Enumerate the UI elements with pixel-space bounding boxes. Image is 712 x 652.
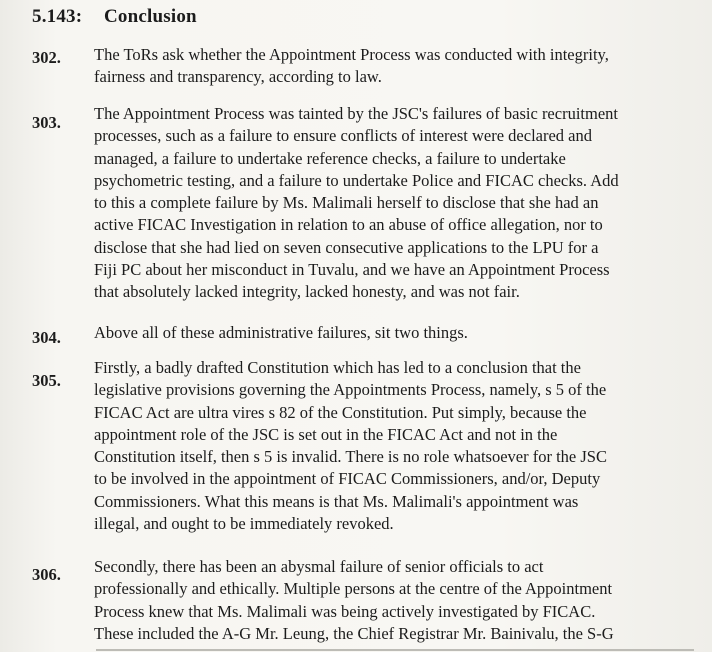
text-line: professionally and ethically. Multiple persons at the centre of the Appointment <box>94 579 613 599</box>
page-bottom-rule <box>96 649 694 651</box>
text-line: Above all of these administrative failures, sit two things. <box>94 323 468 342</box>
text-line: to be involved in the appointment of FICAC Commissioners, and/or, Deputy <box>94 469 601 489</box>
paragraph-number: 302. <box>32 48 61 67</box>
paragraph-text <box>94 103 694 304</box>
text-line: FICAC Act are ultra vires s 82 of the Constitution. Put simply, because the <box>94 402 587 422</box>
text-line: processes, such as a failure to ensure conflicts of interest were declared and <box>94 126 592 146</box>
text-line: Constitution itself, then s 5 is invalid. There is no role whatsoever for the JSC <box>94 447 607 467</box>
text-line: psychometric testing, and a failure to undertake Police and FICAC checks. Add <box>94 170 619 190</box>
text-line: disclose that she had lied on seven consecutive applications to the LPU for a <box>94 237 599 257</box>
text-line: active FICAC Investigation in relation to an abuse of office allegation, nor to <box>94 215 603 235</box>
text-line: fairness and transparency, according to law. <box>94 67 382 87</box>
text-line: legislative provisions governing the Appointments Process, namely, s 5 of the <box>94 380 607 400</box>
text-line: illegal, and ought to be immediately revoked. <box>94 514 394 534</box>
paragraph-number: 304. <box>32 328 61 347</box>
text-line: These included the A-G Mr. Leung, the Chief Registrar Mr. Bainivalu, the S-G <box>94 623 614 643</box>
paragraph-number: 305. <box>32 371 61 390</box>
text-line: The Appointment Process was tainted by the JSC's failures of basic recruitment <box>94 104 618 123</box>
paragraph-number: 303. <box>32 113 61 132</box>
text-line: The ToRs ask whether the Appointment Process was conducted with integrity, <box>94 45 609 64</box>
text-line: Firstly, a badly drafted Constitution which has led to a conclusion that the <box>94 358 581 377</box>
paragraph-text <box>94 322 694 344</box>
text-line: to this a complete failure by Ms. Malimali herself to disclose that she had an <box>94 193 599 213</box>
text-line: that absolutely lacked integrity, lacked honesty, and was not fair. <box>94 282 520 302</box>
paragraph-number: 306. <box>32 565 61 584</box>
paragraph-text <box>94 357 694 535</box>
text-line: Commissioners. What this means is that Ms. Malimali's appointment was <box>94 491 579 511</box>
text-line: managed, a failure to undertake reference checks, a failure to undertake <box>94 148 566 168</box>
section-title: Conclusion <box>104 6 197 27</box>
text-line: Secondly, there has been an abysmal failure of senior officials to act <box>94 557 544 576</box>
paragraph-text <box>94 556 694 645</box>
text-line: Fiji PC about her misconduct in Tuvalu, and we have an Appointment Process <box>94 260 610 280</box>
section-number: 5.143: <box>32 6 83 27</box>
text-line: Process knew that Ms. Malimali was being actively investigated by FICAC. <box>94 601 596 621</box>
section-heading <box>32 6 197 28</box>
text-line: appointment role of the JSC is set out in the FICAC Act and not in the <box>94 424 558 444</box>
paragraph-text <box>94 44 694 89</box>
